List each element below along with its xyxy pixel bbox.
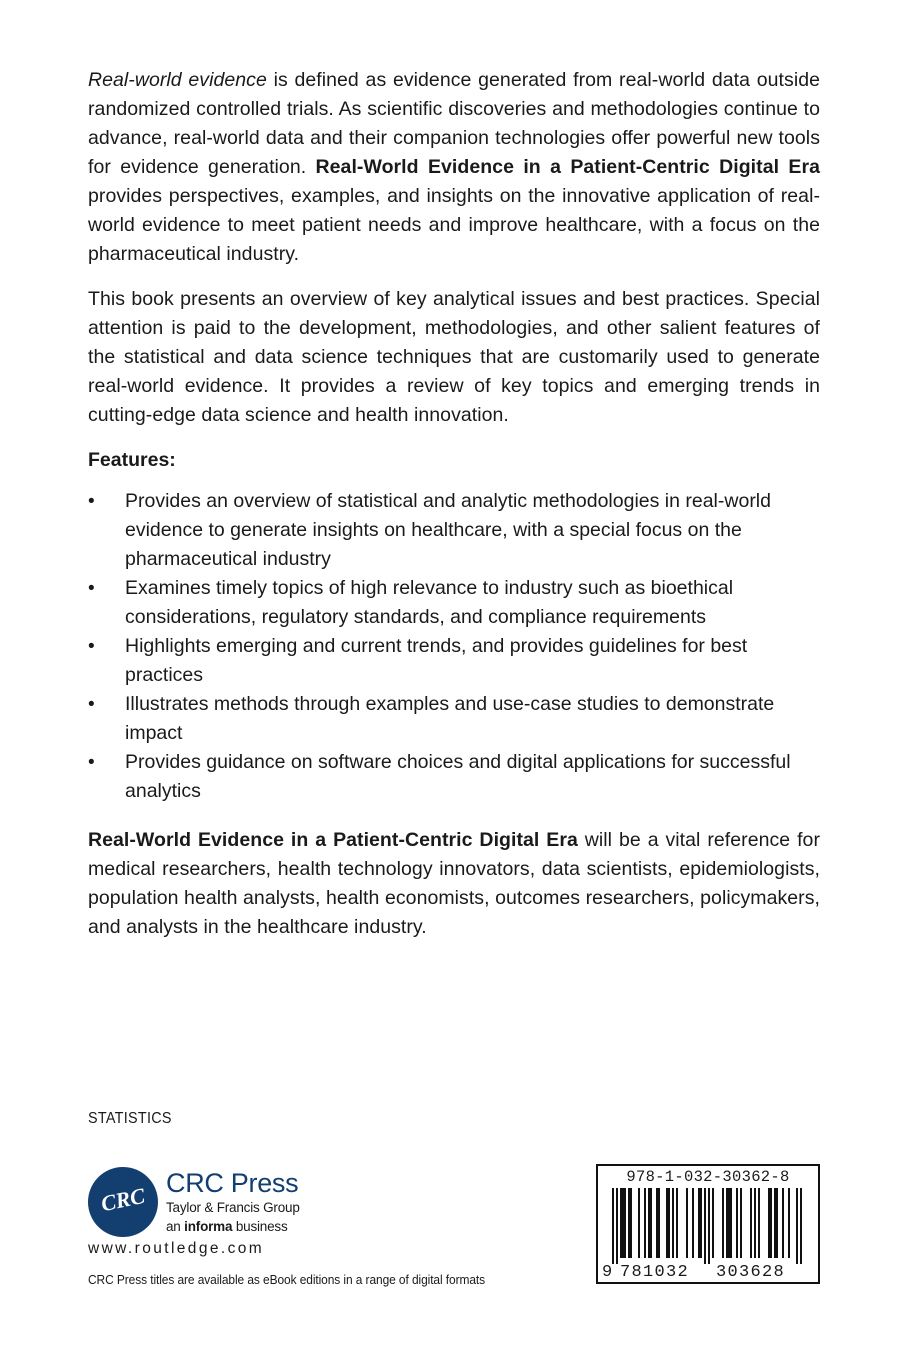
- barcode-bar: [754, 1188, 756, 1258]
- intro-text-2: provides perspectives, examples, and insights on the innovative application of real-world evidence to meet patient needs and improve healthcare, with a focus on the pharmaceutical industry.: [88, 185, 820, 265]
- informa-line: [166, 1217, 300, 1236]
- barcode-bar: [620, 1188, 622, 1258]
- intro-text-1: is defined as evidence generated from real-world data outside randomized controlled trials. As scientific discoveries and methodologies continue to advance, real-world data and their companion technologies offer powerful new tools for evidence generation.: [88, 69, 820, 178]
- closing-text: will be a vital reference for medical researchers, health technology innovators, data scientists, epidemiologists, population health analysts, health economists, outcomes researchers, policymakers, and analysts in the healthcare industry.: [88, 829, 820, 938]
- closing-book-title: Real-World Evidence in a Patient-Centric Digital Era: [88, 829, 578, 851]
- barcode-bar: [730, 1188, 732, 1258]
- intro-paragraph: [88, 66, 820, 269]
- overview-paragraph: This book presents an overview of key analytical issues and best practices. Special attention is paid to the development, methodologies, and other salient features of the statistical and data science techniques that are customarily used to generate real-world evidence. It provides a review of key topics and emerging trends in cutting-edge data science and health innovation.: [88, 288, 820, 426]
- barcode-guard-bar: [612, 1188, 614, 1264]
- isbn-group-1: 781032: [620, 1263, 690, 1282]
- publisher-group: Taylor & Francis Group: [166, 1200, 300, 1215]
- informa-suffix: business: [232, 1219, 288, 1234]
- list-item: [88, 748, 820, 806]
- barcode-bar: [700, 1188, 702, 1258]
- list-item: [88, 632, 820, 690]
- barcode-bar: [728, 1188, 730, 1258]
- isbn-lead-digit: 9: [602, 1263, 613, 1282]
- barcode-bar: [788, 1188, 790, 1258]
- back-cover-text: [88, 66, 820, 958]
- barcode-bar: [650, 1188, 652, 1258]
- barcode-bar: [782, 1188, 784, 1258]
- logo-text: CRC: [98, 1182, 148, 1217]
- list-item: [88, 690, 820, 748]
- barcode-bar: [648, 1188, 650, 1258]
- category-label: STATISTICS: [88, 1110, 172, 1127]
- barcode-bar: [630, 1188, 632, 1258]
- publisher-block: [166, 1168, 300, 1236]
- feature-text: Examines timely topics of high relevance to industry such as bioethical considerations, regulatory standards, and compliance requirements: [125, 577, 734, 628]
- barcode-bar: [722, 1188, 724, 1258]
- barcode-bars: [604, 1188, 814, 1266]
- bullet-icon: •: [88, 636, 95, 657]
- barcode-guard-bar: [796, 1188, 798, 1264]
- barcode-bar: [768, 1188, 770, 1258]
- publisher-name: CRC Press: [166, 1168, 299, 1198]
- website-link[interactable]: www.routledge.com: [88, 1240, 265, 1257]
- barcode-bar: [656, 1188, 658, 1258]
- barcode-bar: [666, 1188, 668, 1258]
- barcode-bar: [726, 1188, 728, 1258]
- bullet-icon: •: [88, 578, 95, 599]
- barcode-bar: [676, 1188, 678, 1258]
- closing-paragraph: [88, 826, 820, 942]
- barcode-bar: [692, 1188, 694, 1258]
- barcode-bar: [774, 1188, 776, 1258]
- features-heading: Features:: [88, 449, 176, 471]
- list-item: [88, 487, 820, 574]
- barcode-bar: [658, 1188, 660, 1258]
- features-list: [88, 487, 820, 806]
- intro-book-title: Real-World Evidence in a Patient-Centric Digital Era: [315, 156, 820, 178]
- barcode-bar: [740, 1188, 742, 1258]
- barcode-bar: [624, 1188, 626, 1258]
- barcode-bar: [672, 1188, 674, 1258]
- isbn-group-2: 303628: [716, 1263, 786, 1282]
- isbn-hyphenated: 978-1-032-30362-8: [626, 1168, 790, 1186]
- barcode-bar: [686, 1188, 688, 1258]
- isbn-barcode: [596, 1164, 820, 1284]
- bullet-icon: •: [88, 694, 95, 715]
- barcode-bar: [644, 1188, 646, 1258]
- barcode-bar: [628, 1188, 630, 1258]
- barcode-bar: [668, 1188, 670, 1258]
- crc-logo-icon: [88, 1167, 158, 1237]
- barcode-guard-bar: [708, 1188, 710, 1264]
- feature-text: Highlights emerging and current trends, and provides guidelines for best practices: [125, 635, 748, 686]
- barcode-bar: [776, 1188, 778, 1258]
- informa-prefix: an: [166, 1219, 185, 1234]
- informa-bold: informa: [184, 1219, 233, 1234]
- barcode-bar: [712, 1188, 714, 1258]
- feature-text: Illustrates methods through examples and use-case studies to demonstrate impact: [125, 693, 775, 744]
- barcode-bar: [698, 1188, 700, 1258]
- bullet-icon: •: [88, 752, 95, 773]
- feature-text: Provides guidance on software choices and digital applications for successful analytics: [125, 751, 791, 802]
- bullet-icon: •: [88, 491, 95, 512]
- barcode-guard-bar: [704, 1188, 706, 1264]
- feature-text: Provides an overview of statistical and analytic methodologies in real-world evidence to generate insights on healthcare, with a special focus on the pharmaceutical industry: [125, 490, 771, 570]
- barcode-bar: [638, 1188, 640, 1258]
- barcode-guard-bar: [800, 1188, 802, 1264]
- barcode-bar: [770, 1188, 772, 1258]
- barcode-bar: [758, 1188, 760, 1258]
- barcode-bar: [622, 1188, 624, 1258]
- barcode-guard-bar: [616, 1188, 618, 1264]
- barcode-bar: [736, 1188, 738, 1258]
- intro-italic-lead: Real-world evidence: [88, 69, 267, 91]
- ebook-note: CRC Press titles are available as eBook editions in a range of digital formats: [88, 1272, 486, 1287]
- barcode-bar: [750, 1188, 752, 1258]
- list-item: [88, 574, 820, 632]
